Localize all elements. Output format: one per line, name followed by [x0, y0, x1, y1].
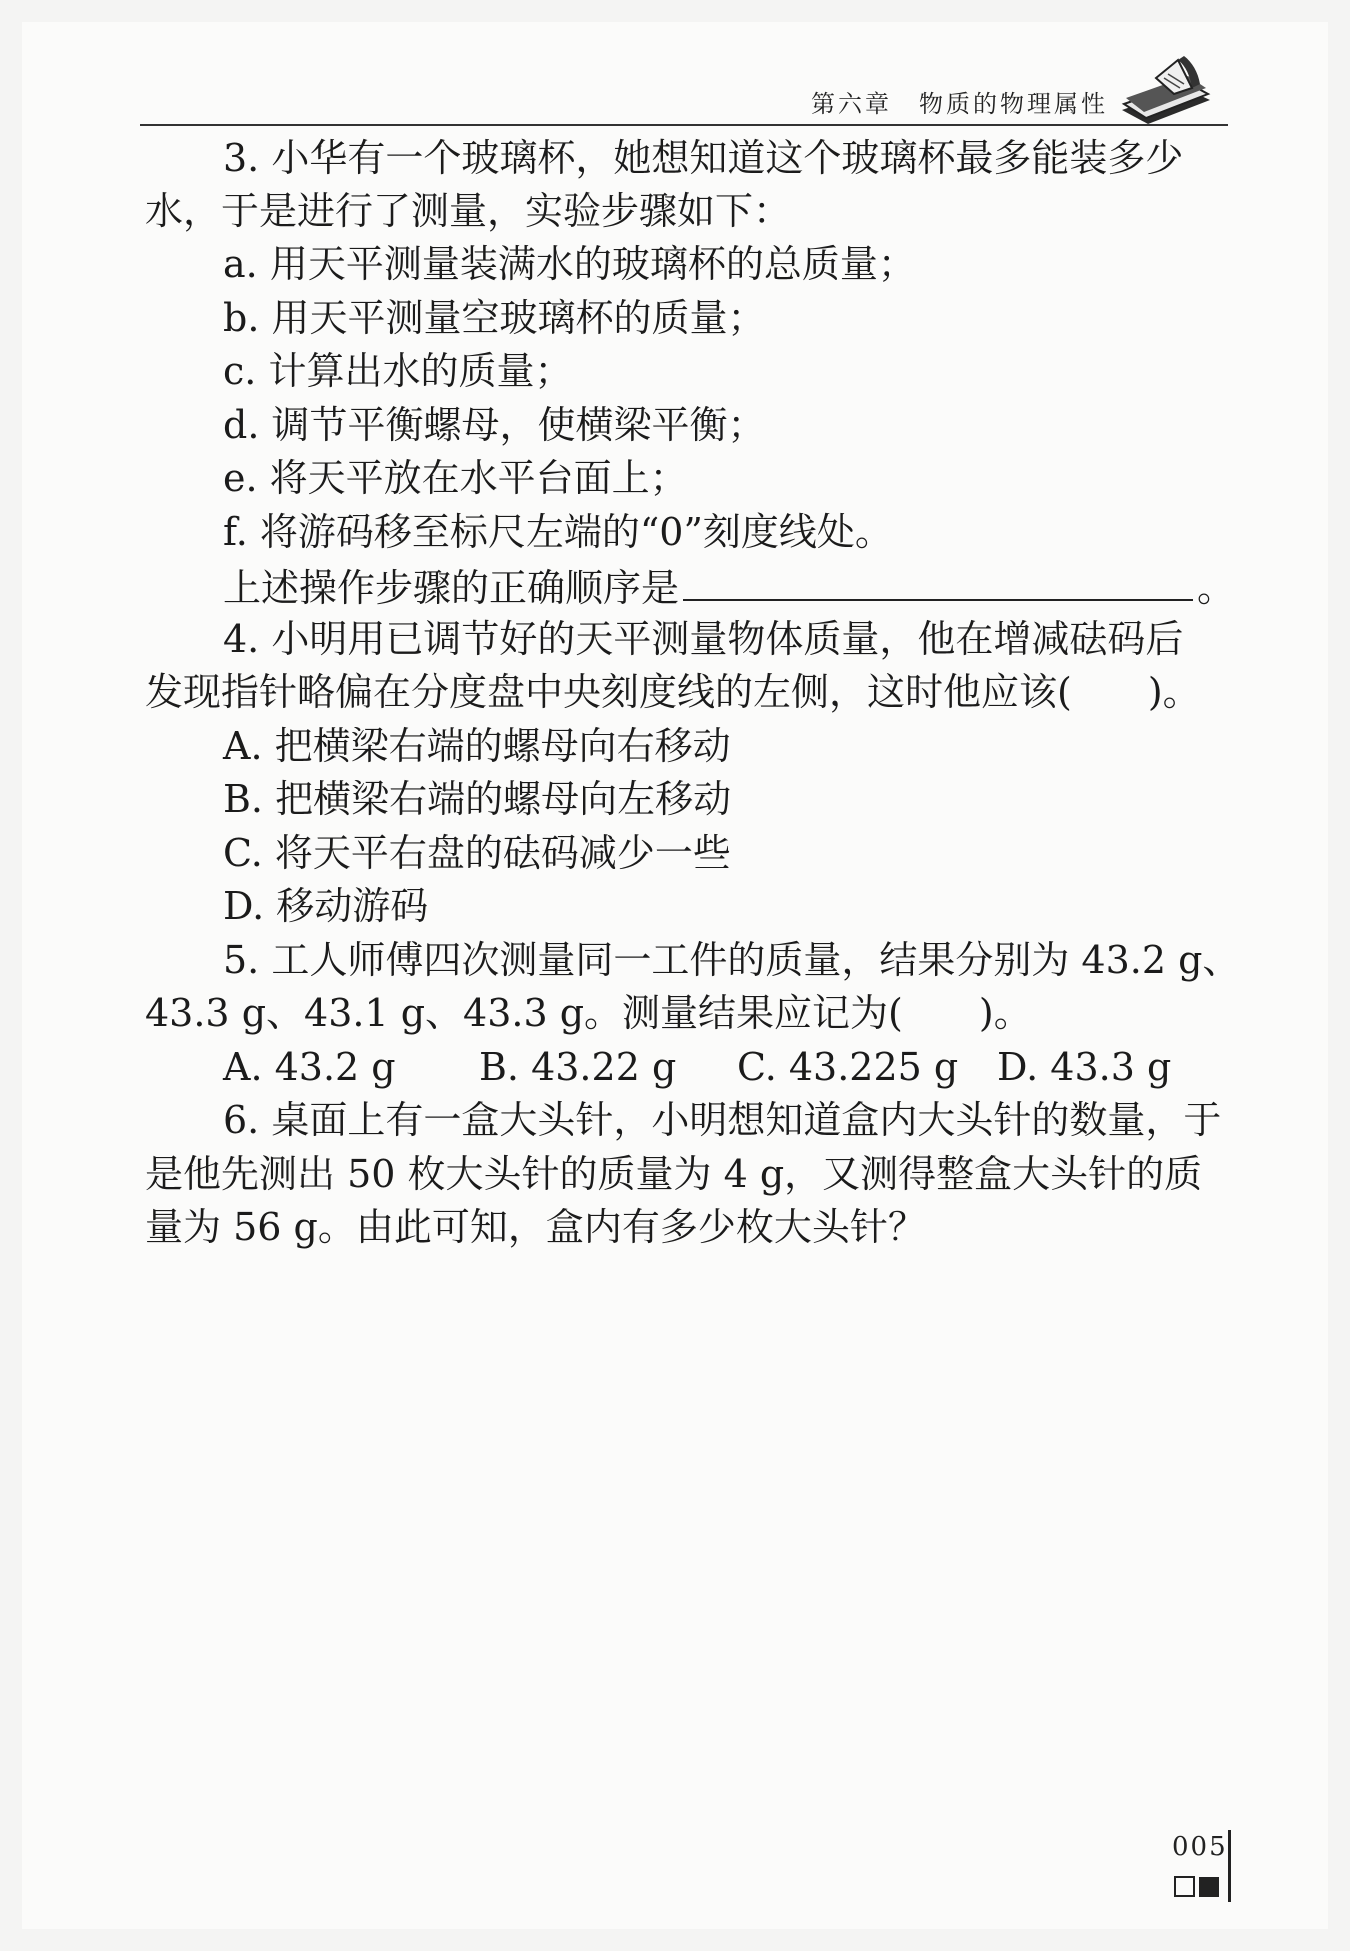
chapter-title: 第六章 物质的物理属性	[811, 90, 1108, 118]
q4-option-a: A. 把横梁右端的螺母向右移动	[223, 724, 731, 768]
running-header	[140, 78, 1228, 126]
q3-step-f: f. 将游码移至标尺左端的“0”刻度线处。	[223, 510, 893, 554]
q3-answer-end: 。	[1197, 566, 1236, 610]
solid-square-icon	[1199, 1877, 1219, 1897]
q5-option-b: B. 43.22 g	[479, 1045, 677, 1089]
q3-line1: 3. 小华有一个玻璃杯，她想知道这个玻璃杯最多能装多少	[223, 136, 1184, 180]
q5-options-row	[223, 1043, 1171, 1091]
q5-line2: 43.3 g、43.1 g、43.3 g。测量结果应记为( )。	[145, 991, 1032, 1035]
q5-option-c: C. 43.225 g	[737, 1045, 959, 1089]
q3-step-d: d. 调节平衡螺母，使横梁平衡；	[223, 403, 766, 447]
book-icon	[1114, 48, 1214, 126]
q4-option-d: D. 移动游码	[223, 884, 429, 928]
q3-line2: 水，于是进行了测量，实验步骤如下：	[145, 189, 792, 233]
q3-answer-prompt: 上述操作步骤的正确顺序是	[223, 566, 680, 610]
footer-marks	[1174, 1876, 1223, 1897]
q5-option-d: D. 43.3 g	[997, 1045, 1172, 1089]
footer-divider	[1228, 1830, 1231, 1902]
q4-option-b: B. 把横梁右端的螺母向左移动	[223, 777, 732, 821]
q3-step-b: b. 用天平测量空玻璃杯的质量；	[223, 296, 766, 340]
q6-line3: 量为 56 g。由此可知，盒内有多少枚大头针？	[145, 1205, 926, 1249]
q5-option-a: A. 43.2 g	[223, 1045, 396, 1089]
q3-step-c: c. 计算出水的质量；	[223, 349, 573, 393]
q5-line1: 5. 工人师傅四次测量同一工件的质量，结果分别为 43.2 g、	[223, 938, 1241, 982]
q4-option-c: C. 将天平右盘的砝码减少一些	[223, 831, 731, 875]
page-number: 005	[1172, 1832, 1228, 1862]
answer-blank[interactable]	[683, 561, 1193, 601]
q3-answer-line	[223, 561, 1235, 612]
open-square-icon	[1174, 1876, 1195, 1897]
q4-line2: 发现指针略偏在分度盘中央刻度线的左侧，这时他应该( )。	[145, 670, 1201, 714]
q4-line1: 4. 小明用已调节好的天平测量物体质量，他在增减砝码后	[223, 617, 1184, 661]
q3-step-e: e. 将天平放在水平台面上；	[223, 456, 688, 500]
q3-step-a: a. 用天平测量装满水的玻璃杯的总质量；	[223, 242, 916, 286]
q6-line1: 6. 桌面上有一盒大头针，小明想知道盒内大头针的数量，于	[223, 1098, 1222, 1142]
q6-line2: 是他先测出 50 枚大头针的质量为 4 g，又测得整盒大头针的质	[145, 1152, 1203, 1196]
